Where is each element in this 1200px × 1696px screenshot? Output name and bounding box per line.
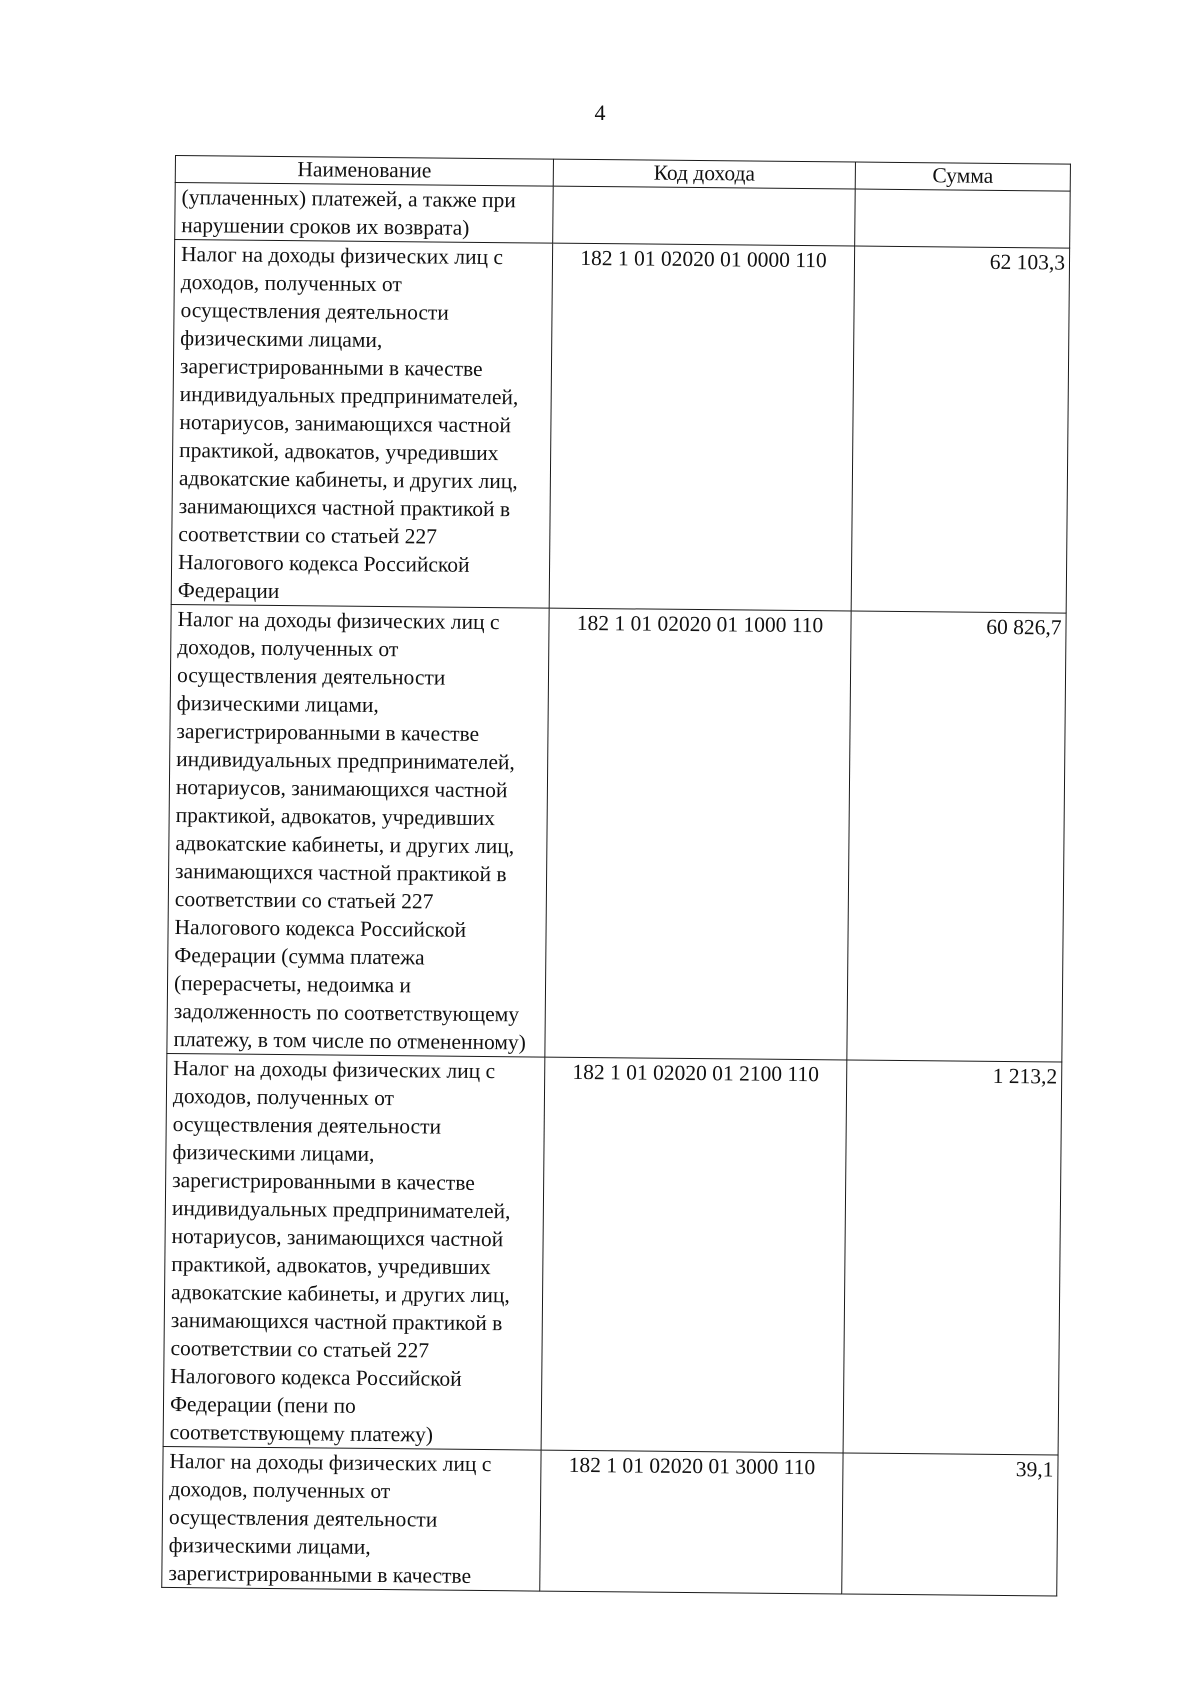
page-number: 4	[594, 100, 606, 125]
row-sum: 60 826,7	[847, 611, 1066, 1062]
row-name: (уплаченных) платежей, а также при нарушении сроков их возврата)	[175, 183, 554, 244]
row-sum	[855, 189, 1071, 248]
row-name: Налог на доходы физических лиц с доходов, полученных от осуществления деятельности физическими лицами, зарегистрированными в качестве индивидуальных предпринимателей, нотариусов, занимающихся частной практикой, адвокатов, учредивших адвокатские кабинеты, и других лиц, занимающихся частной практикой в соответствии со статьей 227 Налогового кодекса Российской Федерации	[171, 240, 552, 609]
table-row	[171, 240, 1069, 614]
row-name: Налог на доходы физических лиц с доходов, полученных от осуществления деятельности физическими лицами, зарегистрированными в качестве индивидуальных предпринимателей, нотариусов, занимающихся частной практикой, адвокатов, учредивших адвокатские кабинеты, и других лиц, занимающихся частной практикой в соответствии со статьей 227 Налогового кодекса Российской Федерации (сумма платежа (перерасчеты, недоимка и задолженность по соответствующему платежу, в том числе по отмененному)	[167, 604, 549, 1057]
header-sum: Сумма	[855, 162, 1070, 191]
row-code: 182 1 01 02020 01 0000 110	[549, 243, 854, 611]
table-row	[175, 183, 1071, 249]
row-code: 182 1 01 02020 01 2100 110	[541, 1057, 847, 1453]
table-row	[163, 1053, 1062, 1455]
row-code: 182 1 01 02020 01 1000 110	[545, 608, 851, 1060]
row-code	[553, 186, 856, 246]
row-name: Налог на доходы физических лиц с доходов, полученных от осуществления деятельности физическими лицами, зарегистрированными в качестве индивидуальных предпринимателей, нотариусов, занимающихся частной практикой, адвокатов, учредивших адвокатские кабинеты, и других лиц, занимающихся частной практикой в соответствии со статьей 227 Налогового кодекса Российской Федерации (пени по соответствующему платежу)	[163, 1053, 545, 1450]
row-sum: 62 103,3	[851, 246, 1069, 613]
header-code: Код дохода	[553, 159, 855, 189]
row-sum: 39,1	[842, 1453, 1058, 1596]
table-row	[167, 604, 1066, 1062]
table-row	[162, 1446, 1058, 1596]
header-name: Наименование	[175, 156, 553, 187]
row-code: 182 1 01 02020 01 3000 110	[540, 1450, 843, 1594]
income-table	[161, 155, 1071, 1597]
row-sum: 1 213,2	[843, 1060, 1062, 1455]
row-name: Налог на доходы физических лиц с доходов, полученных от осуществления деятельности физическими лицами, зарегистрированными в качестве	[162, 1446, 541, 1591]
